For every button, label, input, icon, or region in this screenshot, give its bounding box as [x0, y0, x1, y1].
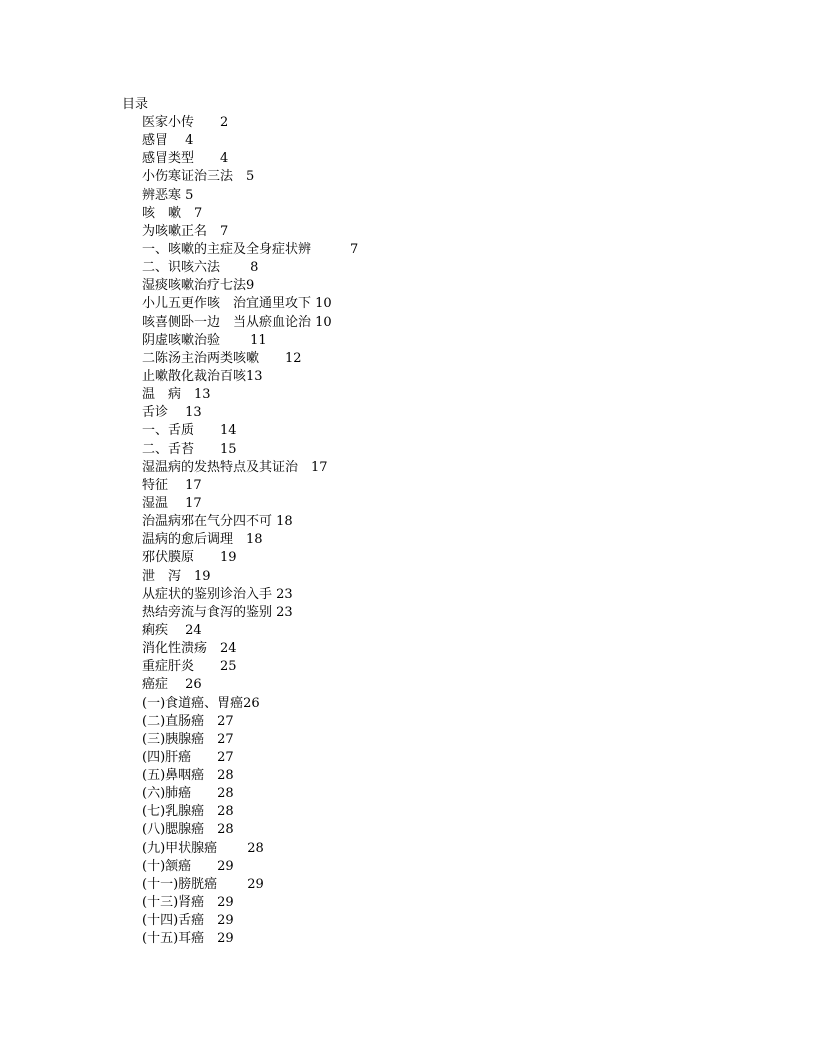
- toc-entry[interactable]: 为咳嗽正名 7: [142, 223, 229, 239]
- toc-entry[interactable]: (十三)肾癌 29: [142, 895, 234, 911]
- toc-entry[interactable]: 湿温 17: [142, 495, 202, 511]
- toc-entry[interactable]: (八)腮腺癌 28: [142, 822, 234, 838]
- toc-entry[interactable]: 辨恶寒 5: [142, 187, 194, 203]
- toc-entry[interactable]: (一)食道癌、胃癌26: [142, 695, 260, 711]
- toc-entry[interactable]: (三)胰腺癌 27: [142, 731, 234, 747]
- toc-entry[interactable]: (十五)耳癌 29: [142, 931, 234, 947]
- toc-entry[interactable]: 二、舌苔 15: [142, 441, 237, 457]
- toc-entry[interactable]: 止嗽散化裁治百咳13: [142, 368, 263, 384]
- toc-list: [142, 114, 358, 948]
- toc-entry[interactable]: 阴虚咳嗽治验 11: [142, 332, 267, 348]
- toc-entry[interactable]: 医家小传 2: [142, 115, 229, 130]
- toc-entry[interactable]: (二)直肠癌 27: [142, 713, 234, 729]
- toc-heading: 目录: [122, 97, 149, 112]
- toc-entry[interactable]: 感冒类型 4: [142, 151, 229, 167]
- toc-entry[interactable]: (四)肝癌 27: [142, 749, 234, 765]
- toc-entry[interactable]: 消化性溃疡 24: [142, 641, 237, 657]
- toc-entry[interactable]: 从症状的鉴别诊治入手 23: [142, 586, 293, 602]
- toc-entry[interactable]: 热结旁流与食泻的鉴别 23: [142, 604, 293, 620]
- toc-entry[interactable]: 特征 17: [142, 477, 202, 493]
- toc-entry[interactable]: 重症肝炎 25: [142, 659, 237, 675]
- toc-entry[interactable]: 一、咳嗽的主症及全身症状辨 7: [142, 241, 359, 257]
- toc-entry[interactable]: 二陈汤主治两类咳嗽 12: [142, 350, 302, 366]
- toc-entry[interactable]: 小伤寒证治三法 5: [142, 169, 255, 185]
- toc-entry[interactable]: (七)乳腺癌 28: [142, 804, 234, 820]
- toc-entry[interactable]: (十四)舌癌 29: [142, 913, 234, 929]
- toc-entry[interactable]: 舌诊 13: [142, 405, 202, 421]
- toc-entry[interactable]: 咳 嗽 7: [142, 205, 203, 221]
- toc-entry[interactable]: 湿温病的发热特点及其证治 17: [142, 459, 328, 475]
- toc-entry[interactable]: 温 病 13: [142, 387, 211, 403]
- toc-entry[interactable]: (十一)膀胱癌 29: [142, 876, 264, 892]
- toc-entry[interactable]: 二、识咳六法 8: [142, 260, 259, 276]
- toc-entry[interactable]: 癌症 26: [142, 677, 202, 693]
- toc-entry[interactable]: (五)鼻咽癌 28: [142, 768, 234, 784]
- toc-entry[interactable]: 小儿五更作咳 治宜通里攻下 10: [142, 296, 332, 312]
- toc-entry[interactable]: 泄 泻 19: [142, 568, 211, 584]
- toc-entry[interactable]: (九)甲状腺癌 28: [142, 840, 264, 856]
- toc-entry[interactable]: 温病的愈后调理 18: [142, 532, 263, 548]
- toc-entry[interactable]: 湿痰咳嗽治疗七法9: [142, 278, 255, 294]
- toc-entry[interactable]: 痢疾 24: [142, 622, 202, 638]
- toc-entry[interactable]: (十)颔癌 29: [142, 858, 234, 874]
- toc-entry[interactable]: 一、舌质 14: [142, 423, 237, 439]
- toc-entry[interactable]: 咳喜侧卧一边 当从瘀血论治 10: [142, 314, 332, 330]
- toc-entry[interactable]: 感冒 4: [142, 133, 194, 149]
- toc-entry[interactable]: 邪伏膜原 19: [142, 550, 237, 566]
- toc-entry[interactable]: (六)肺癌 28: [142, 786, 234, 802]
- toc-entry[interactable]: 治温病邪在气分四不可 18: [142, 514, 293, 530]
